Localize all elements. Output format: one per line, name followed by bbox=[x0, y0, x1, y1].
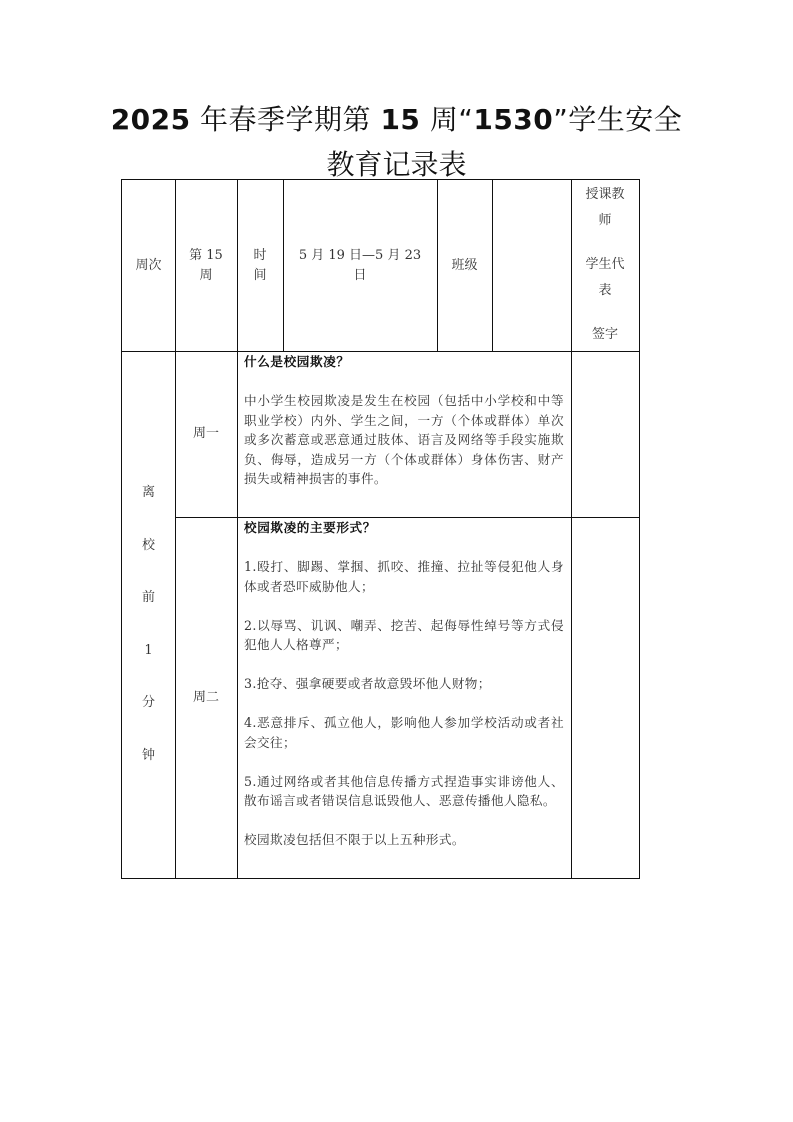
section-char: 前 bbox=[141, 590, 155, 605]
week-value: 第 15 bbox=[189, 247, 223, 263]
day-label: 周二 bbox=[192, 689, 219, 705]
signature-header-cell bbox=[571, 180, 639, 351]
document-title-line1 bbox=[0, 98, 793, 138]
class-label-cell bbox=[437, 180, 492, 351]
section-char: 分 bbox=[141, 695, 155, 710]
signature-label-teacher: 授课教 bbox=[585, 187, 625, 202]
day-cell-tuesday bbox=[175, 517, 237, 878]
class-label: 班级 bbox=[451, 257, 478, 273]
section-char: 1 bbox=[144, 642, 153, 658]
title-year: 2025 bbox=[110, 103, 191, 136]
week-label: 周次 bbox=[135, 257, 162, 273]
time-label-cell bbox=[237, 180, 283, 351]
class-value-cell[interactable] bbox=[492, 180, 571, 351]
lesson-paragraph: 3.抢夺、强拿硬要或者故意毁坏他人财物； bbox=[244, 676, 491, 691]
time-label-2: 间 bbox=[253, 267, 267, 283]
signature-label-teacher-2: 师 bbox=[598, 213, 612, 228]
day-label: 周一 bbox=[192, 426, 219, 441]
section-label-cell bbox=[122, 351, 175, 878]
date-range: 5 月 19 日—5 月 23 bbox=[298, 247, 422, 263]
title-week-number: 15 bbox=[380, 103, 421, 136]
lesson-paragraph: 中小学生校园欺凌是发生在校园（包括中小学校和中等职业学校）内外、学生之间，一方（个体或群体）单次或多次蓄意或恶意通过肢体、语言及网络等手段实施欺负、侮辱，造成另一方（个体或群体）身体伤害、财产损失或精神损害的事件。 bbox=[244, 393, 564, 486]
lesson-question: 校园欺凌的主要形式？ bbox=[244, 520, 376, 535]
lesson-content-monday bbox=[237, 352, 571, 517]
day-cell-monday bbox=[175, 351, 237, 517]
lesson-paragraph: 4.恶意排斥、孤立他人，影响他人参加学校活动或者社会交往； bbox=[244, 715, 564, 750]
week-label-cell bbox=[122, 180, 175, 351]
signature-cell-monday[interactable] bbox=[571, 351, 639, 517]
signature-label-student-2: 表 bbox=[598, 283, 612, 298]
time-label: 时 bbox=[253, 247, 267, 263]
signature-label-sign: 签字 bbox=[591, 327, 618, 342]
title-text-b: 周“ bbox=[420, 103, 474, 136]
title-text-a: 年春季学期第 bbox=[190, 103, 381, 136]
document-title-line2: 教育记录表 bbox=[326, 148, 467, 181]
lesson-content-tuesday bbox=[237, 518, 571, 878]
record-table bbox=[121, 179, 640, 879]
section-char: 校 bbox=[141, 537, 155, 553]
lesson-paragraph: 2.以辱骂、讥讽、嘲弄、挖苦、起侮辱性绰号等方式侵犯他人人格尊严； bbox=[244, 617, 564, 652]
week-value-cell bbox=[175, 180, 237, 351]
title-text-c: ”学生安全 bbox=[553, 103, 683, 136]
section-char: 离 bbox=[141, 485, 155, 500]
week-value-suffix: 周 bbox=[199, 267, 213, 283]
lesson-paragraph: 5.通过网络或者其他信息传播方式捏造事实诽谤他人、散布谣言或者错误信息诋毁他人、恶意传播他人隐私。 bbox=[244, 773, 564, 808]
section-label bbox=[142, 467, 155, 782]
signature-label-student: 学生代 bbox=[585, 257, 625, 272]
title-program-code: 1530 bbox=[473, 103, 554, 136]
signature-cell-tuesday[interactable] bbox=[571, 517, 639, 878]
lesson-question: 什么是校园欺凌？ bbox=[244, 354, 350, 369]
lesson-paragraph: 1.殴打、脚踢、掌掴、抓咬、推撞、拉扯等侵犯他人身体或者恐吓威胁他人； bbox=[244, 559, 564, 594]
section-char: 钟 bbox=[141, 747, 155, 763]
date-range-cell bbox=[283, 180, 437, 351]
lesson-paragraph: 校园欺凌包括但不限于以上五种形式。 bbox=[244, 832, 465, 847]
date-range-suffix: 日 bbox=[353, 267, 367, 283]
